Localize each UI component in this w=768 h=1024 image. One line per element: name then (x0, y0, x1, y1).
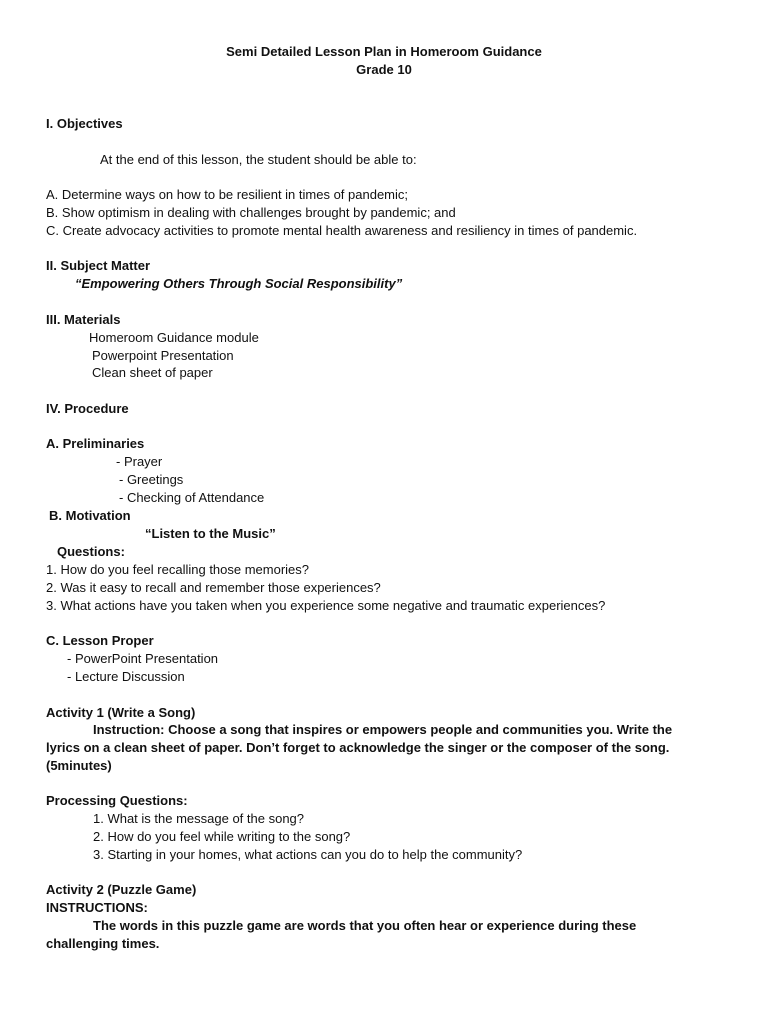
material-item: Homeroom Guidance module (89, 330, 259, 345)
activity1-instruction-line: Instruction: Choose a song that inspires or empowers people and communities you. Write the (93, 722, 673, 737)
section-materials-heading: III. Materials (46, 312, 121, 327)
preliminaries-item: - Prayer (116, 454, 163, 469)
processing-question-item: 3. Starting in your homes, what actions can you do to help the community? (93, 847, 523, 862)
lesson-proper-item: - Lecture Discussion (67, 669, 185, 684)
activity1-instruction-line: (5minutes) (46, 758, 112, 773)
activity2-heading: Activity 2 (Puzzle Game) (46, 882, 197, 897)
doc-title: Semi Detailed Lesson Plan in Homeroom Guidance (226, 44, 542, 59)
material-item: Clean sheet of paper (92, 365, 213, 380)
activity2-instruction-line: challenging times. (46, 936, 160, 951)
lesson-proper-heading: C. Lesson Proper (46, 633, 154, 648)
objective-item: C. Create advocacy activities to promote mental health awareness and resiliency in times of pandemic. (46, 223, 638, 238)
doc-subtitle: Grade 10 (356, 62, 412, 77)
motivation-heading: B. Motivation (49, 508, 131, 523)
section-procedure-heading: IV. Procedure (46, 401, 129, 416)
activity2-instruction-line: The words in this puzzle game are words that you often hear or experience during these (93, 918, 637, 933)
subject-matter-title: “Empowering Others Through Social Responsibility” (75, 276, 403, 291)
material-item: Powerpoint Presentation (92, 348, 234, 363)
activity1-instruction-line: lyrics on a clean sheet of paper. Don’t forget to acknowledge the singer or the composer of the song. (46, 740, 670, 755)
preliminaries-item: - Checking of Attendance (119, 490, 265, 505)
activity2-instructions-label: INSTRUCTIONS: (46, 900, 148, 915)
lesson-proper-item: - PowerPoint Presentation (67, 651, 219, 666)
questions-heading: Questions: (57, 544, 125, 559)
preliminaries-item: - Greetings (119, 472, 184, 487)
question-item: 3. What actions have you taken when you experience some negative and traumatic experiences? (46, 598, 606, 613)
processing-questions-heading: Processing Questions: (46, 793, 188, 808)
section-subject-matter-heading: II. Subject Matter (46, 258, 151, 273)
objective-item: B. Show optimism in dealing with challenges brought by pandemic; and (46, 205, 456, 220)
motivation-title: “Listen to the Music” (145, 526, 276, 541)
objective-item: A. Determine ways on how to be resilient in times of pandemic; (46, 187, 409, 202)
processing-question-item: 2. How do you feel while writing to the song? (93, 829, 351, 844)
preliminaries-heading: A. Preliminaries (46, 436, 145, 451)
processing-question-item: 1. What is the message of the song? (93, 811, 305, 826)
question-item: 2. Was it easy to recall and remember those experiences? (46, 580, 381, 595)
activity1-heading: Activity 1 (Write a Song) (46, 705, 196, 720)
objectives-intro: At the end of this lesson, the student should be able to: (100, 152, 417, 167)
question-item: 1. How do you feel recalling those memories? (46, 562, 310, 577)
section-objectives-heading: I. Objectives (46, 116, 123, 131)
